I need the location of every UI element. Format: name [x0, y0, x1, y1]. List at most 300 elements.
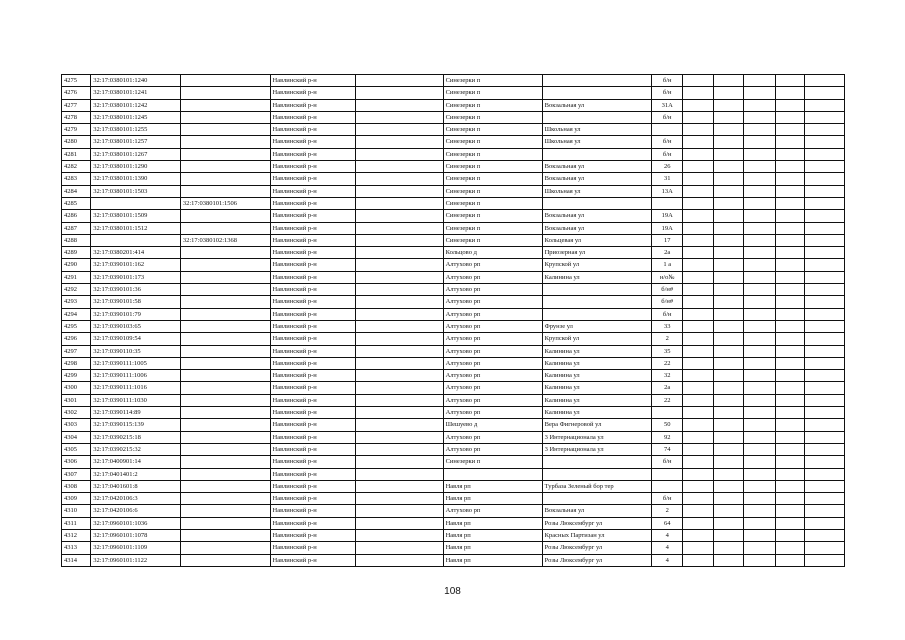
district-cell: Навлинский р-н [270, 185, 355, 197]
table-row [62, 308, 845, 320]
cadastral-number-cell: 32:17:0380201:414 [91, 247, 181, 259]
empty-cell [805, 296, 845, 308]
district-cell: Навлинский р-н [270, 468, 355, 480]
district-cell: Навлинский р-н [270, 456, 355, 468]
district-cell: Навлинский р-н [270, 394, 355, 406]
cadastral-number-cell: 32:17:0390111:1016 [91, 382, 181, 394]
empty-cell [743, 247, 775, 259]
cadastral-number-cell: 32:17:0390101:173 [91, 271, 181, 283]
row-number-cell: 4278 [62, 111, 91, 123]
empty-cell [355, 111, 443, 123]
cadastral-number-cell: 32:17:0380101:1240 [91, 75, 181, 87]
empty-cell [743, 136, 775, 148]
locality-cell: Синезерки п [443, 173, 542, 185]
locality-cell: Синезерки п [443, 185, 542, 197]
cadastral-number-cell: 32:17:0390101:162 [91, 259, 181, 271]
empty-cell [355, 87, 443, 99]
empty-cell [355, 222, 443, 234]
house-number-cell: б/н [652, 493, 683, 505]
district-cell: Навлинский р-н [270, 234, 355, 246]
empty-cell [776, 75, 805, 87]
district-cell: Навлинский р-н [270, 148, 355, 160]
locality-cell: Алтухово рп [443, 296, 542, 308]
empty-cell [713, 296, 743, 308]
empty-cell [743, 407, 775, 419]
locality-cell: Синезерки п [443, 136, 542, 148]
empty-cell [776, 234, 805, 246]
house-number-cell: б/н [652, 308, 683, 320]
house-number-cell: б/н# [652, 296, 683, 308]
cadastral-number-cell: 32:17:0390101:58 [91, 296, 181, 308]
empty-cell [776, 493, 805, 505]
cadastral-number-cell: 32:17:0960101:1109 [91, 542, 181, 554]
house-number-cell: 4 [652, 554, 683, 566]
locality-cell: Навля рп [443, 493, 542, 505]
locality-cell: Алтухово рп [443, 382, 542, 394]
locality-cell: Навля рп [443, 480, 542, 492]
cadastral-number-alt-cell [180, 284, 270, 296]
empty-cell [355, 296, 443, 308]
district-cell: Навлинский р-н [270, 493, 355, 505]
empty-cell [776, 431, 805, 443]
empty-cell [683, 333, 713, 345]
cadastral-number-cell: 32:17:0390114:89 [91, 407, 181, 419]
cadastral-number-cell: 32:17:0390215:18 [91, 431, 181, 443]
street-cell: Вокзальная ул [542, 210, 651, 222]
empty-cell [805, 136, 845, 148]
empty-cell [683, 357, 713, 369]
table-row [62, 75, 845, 87]
row-number-cell: 4309 [62, 493, 91, 505]
empty-cell [805, 99, 845, 111]
locality-cell: Шешуево д [443, 419, 542, 431]
table-row [62, 136, 845, 148]
cadastral-number-alt-cell [180, 382, 270, 394]
empty-cell [776, 382, 805, 394]
table-row [62, 542, 845, 554]
house-number-cell: 2 [652, 333, 683, 345]
table-row [62, 234, 845, 246]
street-cell: Розы Люксембург ул [542, 517, 651, 529]
empty-cell [776, 345, 805, 357]
cadastral-number-cell: 32:17:0390101:36 [91, 284, 181, 296]
empty-cell [805, 419, 845, 431]
table-row [62, 345, 845, 357]
cadastral-number-alt-cell [180, 517, 270, 529]
empty-cell [683, 173, 713, 185]
table-row [62, 370, 845, 382]
table-row [62, 124, 845, 136]
empty-cell [743, 505, 775, 517]
district-cell: Навлинский р-н [270, 284, 355, 296]
street-cell: Красных Партизан ул [542, 529, 651, 541]
cadastral-number-alt-cell [180, 210, 270, 222]
row-number-cell: 4313 [62, 542, 91, 554]
empty-cell [776, 394, 805, 406]
empty-cell [713, 529, 743, 541]
cadastral-number-cell: 32:17:0390111:1005 [91, 357, 181, 369]
street-cell: Вокзальная ул [542, 161, 651, 173]
empty-cell [776, 333, 805, 345]
cadastral-number-alt-cell [180, 173, 270, 185]
house-number-cell: 17 [652, 234, 683, 246]
empty-cell [713, 234, 743, 246]
locality-cell: Навля рп [443, 542, 542, 554]
empty-cell [743, 296, 775, 308]
empty-cell [805, 370, 845, 382]
street-cell [542, 456, 651, 468]
empty-cell [743, 271, 775, 283]
empty-cell [683, 161, 713, 173]
empty-cell [776, 99, 805, 111]
district-cell: Навлинский р-н [270, 345, 355, 357]
empty-cell [713, 124, 743, 136]
street-cell: Калинина ул [542, 345, 651, 357]
cadastral-number-alt-cell [180, 259, 270, 271]
district-cell: Навлинский р-н [270, 308, 355, 320]
row-number-cell: 4310 [62, 505, 91, 517]
empty-cell [683, 320, 713, 332]
row-number-cell: 4304 [62, 431, 91, 443]
house-number-cell: 50 [652, 419, 683, 431]
house-number-cell: 19А [652, 222, 683, 234]
cadastral-number-cell [91, 234, 181, 246]
table-row [62, 320, 845, 332]
cadastral-number-alt-cell [180, 222, 270, 234]
cadastral-number-alt-cell [180, 493, 270, 505]
empty-cell [805, 247, 845, 259]
empty-cell [713, 357, 743, 369]
empty-cell [776, 357, 805, 369]
cadastral-number-alt-cell [180, 296, 270, 308]
empty-cell [713, 493, 743, 505]
cadastral-number-cell: 32:17:0401401:2 [91, 468, 181, 480]
locality-cell: Синезерки п [443, 87, 542, 99]
district-cell: Навлинский р-н [270, 259, 355, 271]
table-row [62, 99, 845, 111]
cadastral-number-alt-cell [180, 320, 270, 332]
empty-cell [683, 185, 713, 197]
empty-cell [776, 529, 805, 541]
house-number-cell [652, 480, 683, 492]
district-cell: Навлинский р-н [270, 271, 355, 283]
empty-cell [355, 99, 443, 111]
empty-cell [805, 443, 845, 455]
row-number-cell: 4281 [62, 148, 91, 160]
row-number-cell: 4308 [62, 480, 91, 492]
table-row [62, 529, 845, 541]
cadastral-number-alt-cell [180, 407, 270, 419]
cadastral-number-alt-cell [180, 124, 270, 136]
house-number-cell: б/н [652, 111, 683, 123]
street-cell [542, 197, 651, 209]
cadastral-number-cell: 32:17:0390103:65 [91, 320, 181, 332]
cadastral-number-cell: 32:17:0380101:1290 [91, 161, 181, 173]
empty-cell [713, 136, 743, 148]
row-number-cell: 4293 [62, 296, 91, 308]
empty-cell [805, 197, 845, 209]
cadastral-number-cell: 32:17:0390111:1030 [91, 394, 181, 406]
locality-cell: Навля рп [443, 529, 542, 541]
street-cell: Калинина ул [542, 407, 651, 419]
empty-cell [805, 505, 845, 517]
table-row [62, 271, 845, 283]
cadastral-number-cell: 32:17:0380101:1503 [91, 185, 181, 197]
table-row [62, 382, 845, 394]
empty-cell [683, 407, 713, 419]
house-number-cell: б/н [652, 456, 683, 468]
table-row [62, 456, 845, 468]
empty-cell [743, 234, 775, 246]
empty-cell [805, 407, 845, 419]
table-row [62, 333, 845, 345]
district-cell: Навлинский р-н [270, 222, 355, 234]
district-cell: Навлинский р-н [270, 87, 355, 99]
row-number-cell: 4282 [62, 161, 91, 173]
house-number-cell: б/н [652, 87, 683, 99]
cadastral-number-cell: 32:17:0390111:1006 [91, 370, 181, 382]
empty-cell [683, 136, 713, 148]
street-cell [542, 148, 651, 160]
empty-cell [776, 320, 805, 332]
row-number-cell: 4294 [62, 308, 91, 320]
row-number-cell: 4279 [62, 124, 91, 136]
empty-cell [355, 284, 443, 296]
district-cell: Навлинский р-н [270, 357, 355, 369]
empty-cell [805, 517, 845, 529]
street-cell: Розы Люксембург ул [542, 542, 651, 554]
street-cell: Калинина ул [542, 394, 651, 406]
cadastral-number-cell: 32:17:0960101:1036 [91, 517, 181, 529]
empty-cell [805, 529, 845, 541]
empty-cell [683, 468, 713, 480]
empty-cell [683, 505, 713, 517]
street-cell: Кольцевая ул [542, 234, 651, 246]
empty-cell [713, 259, 743, 271]
empty-cell [743, 542, 775, 554]
empty-cell [355, 554, 443, 566]
empty-cell [805, 259, 845, 271]
locality-cell: Алтухово рп [443, 370, 542, 382]
row-number-cell: 4286 [62, 210, 91, 222]
district-cell: Навлинский р-н [270, 197, 355, 209]
locality-cell: Алтухово рп [443, 320, 542, 332]
empty-cell [713, 370, 743, 382]
locality-cell: Алтухово рп [443, 357, 542, 369]
empty-cell [713, 394, 743, 406]
house-number-cell: 4 [652, 542, 683, 554]
cadastral-number-cell: 32:17:0380101:1255 [91, 124, 181, 136]
cadastral-number-cell: 32:17:0401601:8 [91, 480, 181, 492]
empty-cell [713, 419, 743, 431]
house-number-cell: 32 [652, 370, 683, 382]
table-row [62, 419, 845, 431]
row-number-cell: 4303 [62, 419, 91, 431]
empty-cell [776, 124, 805, 136]
empty-cell [683, 284, 713, 296]
empty-cell [355, 370, 443, 382]
row-number-cell: 4290 [62, 259, 91, 271]
street-cell: Школьная ул [542, 185, 651, 197]
street-cell: Приозерная ул [542, 247, 651, 259]
empty-cell [776, 136, 805, 148]
row-number-cell: 4277 [62, 99, 91, 111]
empty-cell [713, 480, 743, 492]
row-number-cell: 4299 [62, 370, 91, 382]
empty-cell [805, 554, 845, 566]
empty-cell [776, 308, 805, 320]
cadastral-number-alt-cell [180, 443, 270, 455]
cadastral-number-alt-cell [180, 394, 270, 406]
empty-cell [713, 210, 743, 222]
row-number-cell: 4301 [62, 394, 91, 406]
district-cell: Навлинский р-н [270, 407, 355, 419]
house-number-cell: 31 [652, 173, 683, 185]
empty-cell [805, 185, 845, 197]
table-row [62, 505, 845, 517]
empty-cell [805, 542, 845, 554]
locality-cell: Алтухово рп [443, 431, 542, 443]
empty-cell [713, 517, 743, 529]
locality-cell: Алтухово рп [443, 394, 542, 406]
house-number-cell: 74 [652, 443, 683, 455]
table-row [62, 173, 845, 185]
empty-cell [713, 505, 743, 517]
empty-cell [683, 124, 713, 136]
empty-cell [805, 234, 845, 246]
table-row [62, 148, 845, 160]
empty-cell [805, 357, 845, 369]
empty-cell [743, 148, 775, 160]
empty-cell [776, 468, 805, 480]
empty-cell [713, 468, 743, 480]
district-cell: Навлинский р-н [270, 161, 355, 173]
empty-cell [355, 308, 443, 320]
empty-cell [743, 210, 775, 222]
cadastral-number-alt-cell [180, 75, 270, 87]
empty-cell [355, 320, 443, 332]
empty-cell [776, 419, 805, 431]
row-number-cell: 4288 [62, 234, 91, 246]
empty-cell [683, 259, 713, 271]
district-cell: Навлинский р-н [270, 124, 355, 136]
district-cell: Навлинский р-н [270, 443, 355, 455]
empty-cell [713, 111, 743, 123]
empty-cell [683, 148, 713, 160]
house-number-cell: 92 [652, 431, 683, 443]
empty-cell [683, 529, 713, 541]
empty-cell [713, 222, 743, 234]
table-row [62, 161, 845, 173]
empty-cell [805, 480, 845, 492]
table-row [62, 394, 845, 406]
row-number-cell: 4280 [62, 136, 91, 148]
empty-cell [713, 320, 743, 332]
street-cell: Калинина ул [542, 271, 651, 283]
row-number-cell: 4295 [62, 320, 91, 332]
table-row [62, 210, 845, 222]
row-number-cell: 4283 [62, 173, 91, 185]
table-row [62, 111, 845, 123]
empty-cell [713, 407, 743, 419]
empty-cell [355, 542, 443, 554]
house-number-cell: 2 [652, 505, 683, 517]
empty-cell [776, 542, 805, 554]
street-cell [542, 296, 651, 308]
street-cell [542, 493, 651, 505]
empty-cell [776, 197, 805, 209]
empty-cell [776, 480, 805, 492]
empty-cell [713, 456, 743, 468]
cadastral-number-cell: 32:17:0380101:1512 [91, 222, 181, 234]
street-cell: Вера Фигнеровой ул [542, 419, 651, 431]
empty-cell [713, 197, 743, 209]
table-row [62, 554, 845, 566]
empty-cell [355, 136, 443, 148]
district-cell: Навлинский р-н [270, 517, 355, 529]
district-cell: Навлинский р-н [270, 111, 355, 123]
empty-cell [355, 185, 443, 197]
empty-cell [805, 111, 845, 123]
empty-cell [805, 345, 845, 357]
table-row [62, 259, 845, 271]
empty-cell [743, 517, 775, 529]
cadastral-number-alt-cell [180, 357, 270, 369]
district-cell: Навлинский р-н [270, 247, 355, 259]
district-cell: Навлинский р-н [270, 431, 355, 443]
empty-cell [683, 419, 713, 431]
cadastral-number-alt-cell [180, 480, 270, 492]
house-number-cell: 31А [652, 99, 683, 111]
cadastral-number-alt-cell: 32:17:0380101:1506 [180, 197, 270, 209]
house-number-cell: 13А [652, 185, 683, 197]
empty-cell [355, 443, 443, 455]
empty-cell [683, 382, 713, 394]
locality-cell: Синезерки п [443, 161, 542, 173]
cadastral-number-alt-cell [180, 247, 270, 259]
house-number-cell: 4 [652, 529, 683, 541]
empty-cell [713, 284, 743, 296]
empty-cell [713, 99, 743, 111]
cadastral-number-cell: 32:17:0390109:54 [91, 333, 181, 345]
empty-cell [743, 111, 775, 123]
empty-cell [743, 161, 775, 173]
empty-cell [743, 419, 775, 431]
empty-cell [355, 382, 443, 394]
empty-cell [743, 456, 775, 468]
cadastral-number-alt-cell [180, 99, 270, 111]
house-number-cell: 2а [652, 382, 683, 394]
locality-cell: Алтухово рп [443, 345, 542, 357]
cadastral-number-cell: 32:17:0380101:1390 [91, 173, 181, 185]
cadastral-number-cell: 32:17:0380101:1245 [91, 111, 181, 123]
cadastral-number-cell: 32:17:0380101:1267 [91, 148, 181, 160]
cadastral-number-cell: 32:17:0380101:1241 [91, 87, 181, 99]
cadastral-number-alt-cell [180, 529, 270, 541]
street-cell: Крупской ул [542, 259, 651, 271]
cadastral-number-alt-cell [180, 308, 270, 320]
empty-cell [805, 75, 845, 87]
cadastral-number-cell: 32:17:0390115:139 [91, 419, 181, 431]
row-number-cell: 4305 [62, 443, 91, 455]
locality-cell: Алтухово рп [443, 443, 542, 455]
empty-cell [713, 75, 743, 87]
row-number-cell: 4284 [62, 185, 91, 197]
street-cell: 3 Интернационала ул [542, 431, 651, 443]
empty-cell [355, 419, 443, 431]
district-cell: Навлинский р-н [270, 136, 355, 148]
empty-cell [355, 456, 443, 468]
